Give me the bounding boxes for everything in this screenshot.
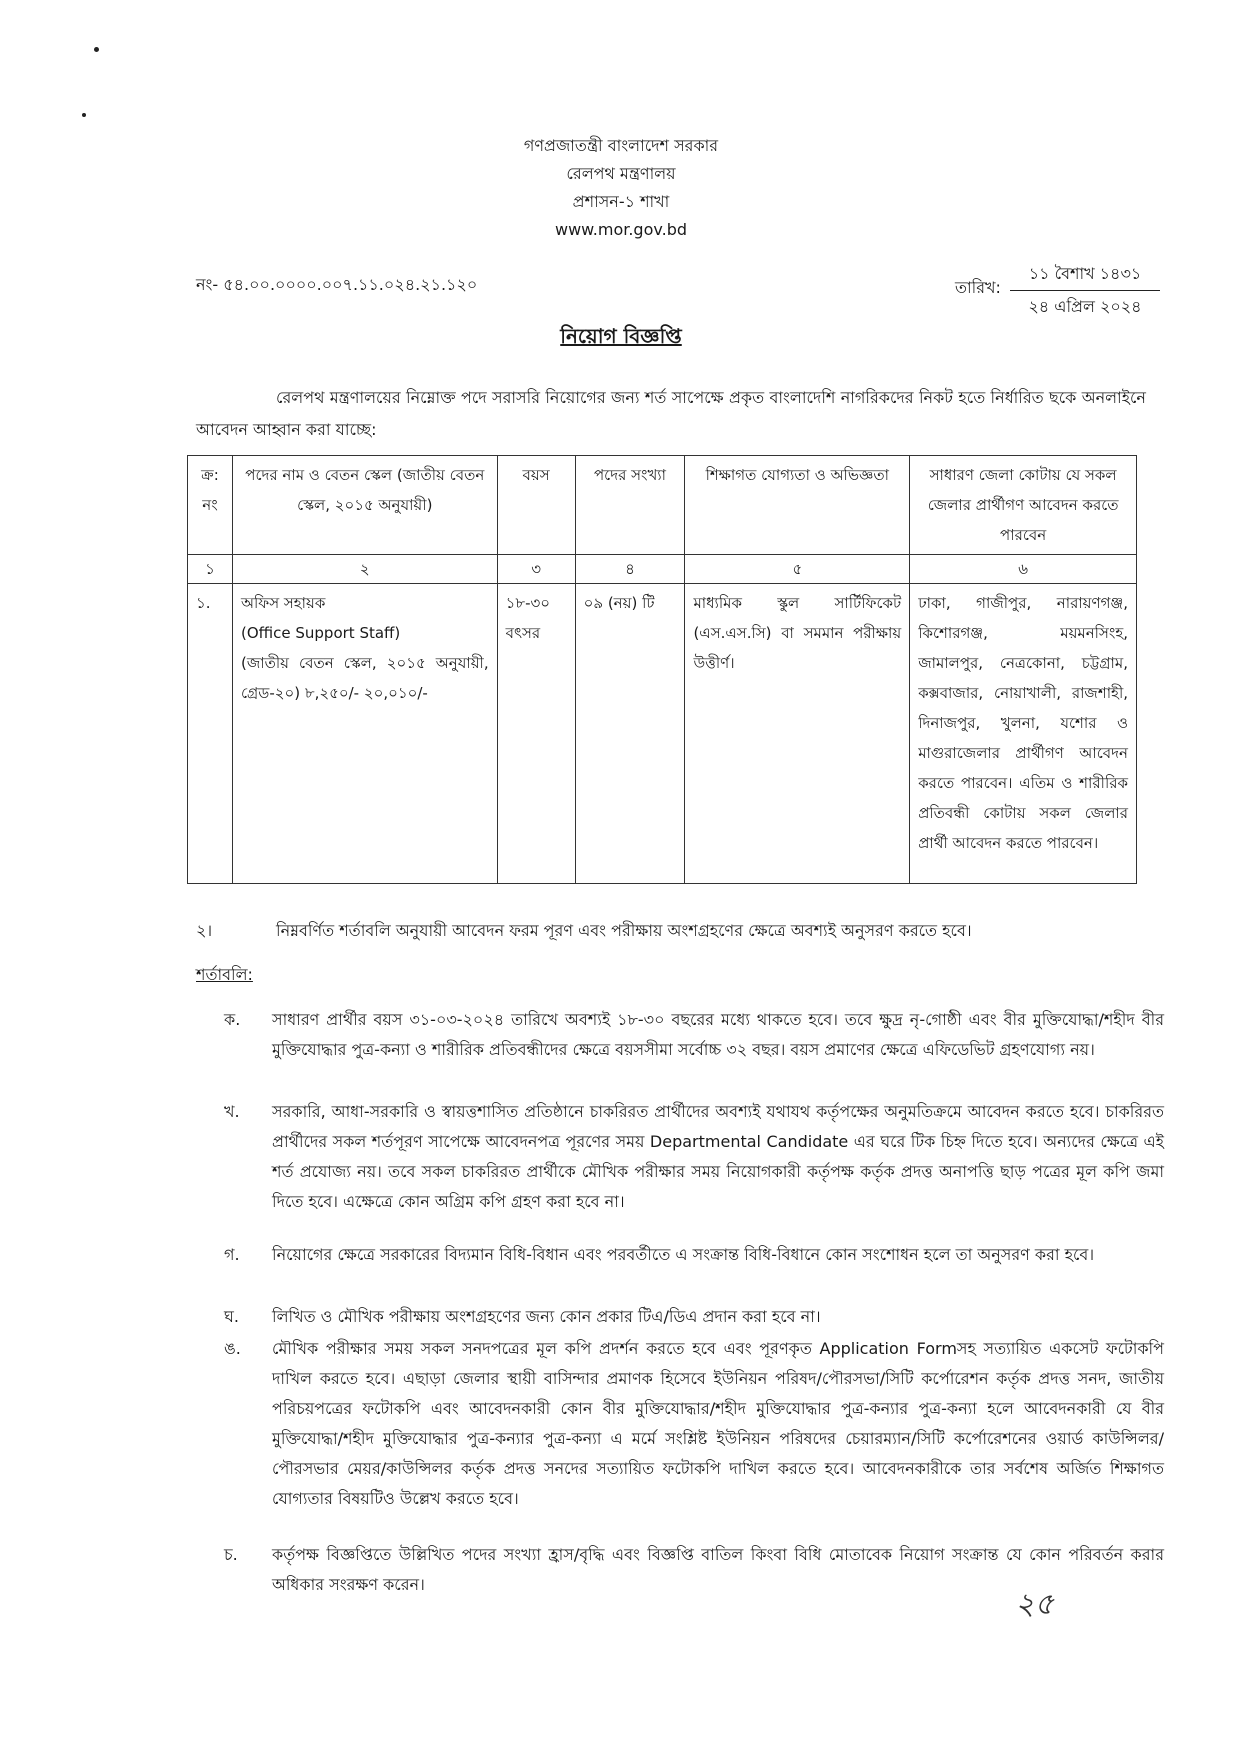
row-districts: ঢাকা, গাজীপুর, নারায়ণগঞ্জ, কিশোরগঞ্জ, ময়মনসিংহ, জামালপুর, নেত্রকোনা, চট্টগ্রাম, কক্সবাজার, নোয়াখালী, রাজশাহী, দিনাজপুর, খুলনা, যশোর ও মাগুরাজেলার প্রার্থীগণ আবেদন করতে পারবেন। এতিম ও শারীরিক প্রতিবন্ধী কোটায় সকল জেলার প্রার্থী আবেদন করতে পারবেন। <box>910 584 1137 884</box>
date-label: তারিখ: <box>955 278 1001 297</box>
intro-paragraph: রেলপথ মন্ত্রণালয়ের নিম্নোক্ত পদে সরাসরি নিয়োগের জন্য শর্ত সাপেক্ষে প্রকৃত বাংলাদেশি নাগরিকদের নিকট হতে নির্ধারিত ছকে অনলাইনে আবেদন আহ্বান করা যাচ্ছে: <box>196 388 1146 439</box>
row-age: ১৮-৩০ বৎসর <box>497 584 575 884</box>
govt-name: গণপ্রজাতন্ত্রী বাংলাদেশ সরকার <box>523 136 719 155</box>
condition-label: ঙ. <box>224 1339 241 1358</box>
condition-label: ক. <box>224 1010 241 1029</box>
paragraph-number: ২। <box>196 921 213 940</box>
handwritten-initials: ২৫ <box>1015 1587 1054 1622</box>
vacancy-table <box>187 455 1137 884</box>
condition-text: সাধারণ প্রার্থীর বয়স ৩১-০৩-২০২৪ তারিখে অবশ্যই ১৮-৩০ বছরের মধ্যে থাকতে হবে। তবে ক্ষুদ্র নৃ-গোষ্ঠী এবং বীর মুক্তিযোদ্ধা/শহীদ বীর মুক্তিযোদ্ধার পুত্র-কন্যা ও শারীরিক প্রতিবন্ধীদের ক্ষেত্রে বয়সসীমা সর্বোচ্চ ৩২ বছর। বয়স প্রমাণের ক্ষেত্রে এফিডেভিট গ্রহণযোগ্য নয়। <box>272 1010 1164 1059</box>
paragraph-text: নিম্নবর্ণিত শর্তাবলি অনুযায়ী আবেদন ফরম পূরণ এবং পরীক্ষায় অংশগ্রহণের ক্ষেত্রে অবশ্যই অনুসরণ করতে হবে। <box>276 921 972 940</box>
header-age: বয়স <box>497 456 575 555</box>
condition-item <box>224 1334 1164 1514</box>
paragraph-2 <box>196 918 1156 945</box>
condition-item <box>224 1005 1164 1065</box>
header-serial: ক্র: নং <box>188 456 233 555</box>
condition-item <box>224 1097 1164 1217</box>
title-text: নিয়োগ বিজ্ঞপ্তি <box>560 324 682 348</box>
table-row <box>188 584 1137 884</box>
date-block <box>1010 258 1160 323</box>
condition-label: গ. <box>224 1245 240 1264</box>
page-title <box>0 322 1242 355</box>
column-number-row <box>188 555 1137 584</box>
table-header-row <box>188 456 1137 555</box>
header-posts: পদের সংখ্যা <box>575 456 685 555</box>
header-districts: সাধারণ জেলা কোটায় যে সকল জেলার প্রার্থীগণ আবেদন করতে পারবেন <box>910 456 1137 555</box>
condition-text: কর্তৃপক্ষ বিজ্ঞপ্তিতে উল্লিখিত পদের সংখ্যা হ্রাস/বৃদ্ধি এবং বিজ্ঞপ্তি বাতিল কিংবা বিধি মোতাবেক নিয়োগ সংক্রান্ত যে কোন পরিবর্তন করার অধিকার সংরক্ষণ করেন। <box>272 1545 1164 1594</box>
condition-label: ঘ. <box>224 1307 239 1326</box>
letterhead <box>0 132 1242 244</box>
header-post: পদের নাম ও বেতন স্কেল (জাতীয় বেতন স্কেল, ২০১৫ অনুযায়ী) <box>232 456 497 555</box>
date-english: ২৪ এপ্রিল ২০২৪ <box>1028 297 1142 316</box>
post-name: অফিস সহায়ক <box>240 594 326 612</box>
col-number: ৬ <box>910 555 1137 584</box>
condition-item <box>224 1302 1164 1332</box>
col-number: ৫ <box>685 555 910 584</box>
col-number: ৪ <box>575 555 685 584</box>
post-english: (Office Support Staff) <box>240 624 401 642</box>
section-name: প্রশাসন-১ শাখা <box>572 192 670 211</box>
ministry-name: রেলপথ মন্ত্রণালয় <box>566 164 676 183</box>
date-bangla: ১১ বৈশাখ ১৪৩১ <box>1010 258 1160 291</box>
row-qualification: মাধ্যমিক স্কুল সার্টিফিকেট (এস.এস.সি) বা সমমান পরীক্ষায় উত্তীর্ণ। <box>685 584 910 884</box>
scan-speck <box>94 47 99 52</box>
row-post-count: ০৯ (নয়) টি <box>575 584 685 884</box>
header-qualification: শিক্ষাগত যোগ্যতা ও অভিজ্ঞতা <box>685 456 910 555</box>
condition-text: সরকারি, আধা-সরকারি ও স্বায়ত্তশাসিত প্রতিষ্ঠানে চাকরিরত প্রার্থীদের অবশ্যই যথাযথ কর্তৃপক্ষের অনুমতিক্রমে আবেদন করতে হবে। চাকরিরত প্রার্থীদের সকল শর্তপূরণ সাপেক্ষে আবেদনপত্র পূরণের সময় Departmental Candidate এর ঘরে টিক চিহ্ন দিতে হবে। অন্যদের ক্ষেত্রে এই শর্ত প্রযোজ্য নয়। তবে সকল চাকরিরত প্রার্থীকে মৌখিক পরীক্ষার সময় নিয়োগকারী কর্তৃপক্ষ কর্তৃক প্রদত্ত অনাপত্তি ছাড় পত্রের মূল কপি জমা দিতে হবে। এক্ষেত্রে কোন অগ্রিম কপি গ্রহণ করা হবে না। <box>272 1102 1164 1211</box>
condition-text: মৌখিক পরীক্ষার সময় সকল সনদপত্রের মূল কপি প্রদর্শন করতে হবে এবং পূরণকৃত Application Formসহ সত্যায়িত একসেট ফটোকপি দাখিল করতে হবে। এছাড়া জেলার স্থায়ী বাসিন্দার প্রমাণক হিসেবে ইউনিয়ন পরিষদ/পৌরসভা/সিটি কর্পোরেশন কর্তৃক প্রদত্ত সনদ, জাতীয় পরিচয়পত্রের ফটোকপি এবং আবেদনকারী কোন বীর মুক্তিযোদ্ধার/শহীদ মুক্তিযোদ্ধার পুত্র-কন্যার পুত্র-কন্যা হলে আবেদনকারী যে বীর মুক্তিযোদ্ধা/শহীদ মুক্তিযোদ্ধার পুত্র-কন্যার পুত্র-কন্যা এ মর্মে সংশ্লিষ্ট ইউনিয়ন পরিষদের চেয়ারম্যান/সিটি কর্পোরেশনের ওয়ার্ড কাউন্সিলর/পৌরসভার মেয়র/কাউন্সিলর কর্তৃক প্রদত্ত সনদের সত্যায়িত ফটোকপি দাখিল করতে হবে। আবেদনকারীকে তার সর্বশেষ অর্জিত শিক্ষাগত যোগ্যতার বিষয়টিও উল্লেখ করতে হবে। <box>272 1339 1164 1508</box>
row-serial: ১. <box>188 584 233 884</box>
col-number: ১ <box>188 555 233 584</box>
condition-item <box>224 1240 1164 1270</box>
col-number: ৩ <box>497 555 575 584</box>
website: www.mor.gov.bd <box>554 220 687 239</box>
condition-label: খ. <box>224 1102 240 1121</box>
row-post <box>232 584 497 884</box>
condition-label: চ. <box>224 1545 238 1564</box>
conditions-heading: শর্তাবলি: <box>196 965 253 984</box>
condition-text: নিয়োগের ক্ষেত্রে সরকারের বিদ্যমান বিধি-বিধান এবং পরবর্তীতে এ সংক্রান্ত বিধি-বিধানে কোন সংশোধন হলে তা অনুসরণ করা হবে। <box>272 1245 1095 1264</box>
condition-text: লিখিত ও মৌখিক পরীক্ষায় অংশগ্রহণের জন্য কোন প্রকার টিএ/ডিএ প্রদান করা হবে না। <box>272 1307 821 1326</box>
col-number: ২ <box>232 555 497 584</box>
scan-speck <box>82 113 86 117</box>
pay-scale: (জাতীয় বেতন স্কেল, ২০১৫ অনুযায়ী, গ্রেড-২০) ৮,২৫০/- ২০,০১০/- <box>240 654 489 702</box>
memo-number: নং- ৫৪.০০.০০০০.০০৭.১১.০২৪.২১.১২০ <box>196 275 478 294</box>
